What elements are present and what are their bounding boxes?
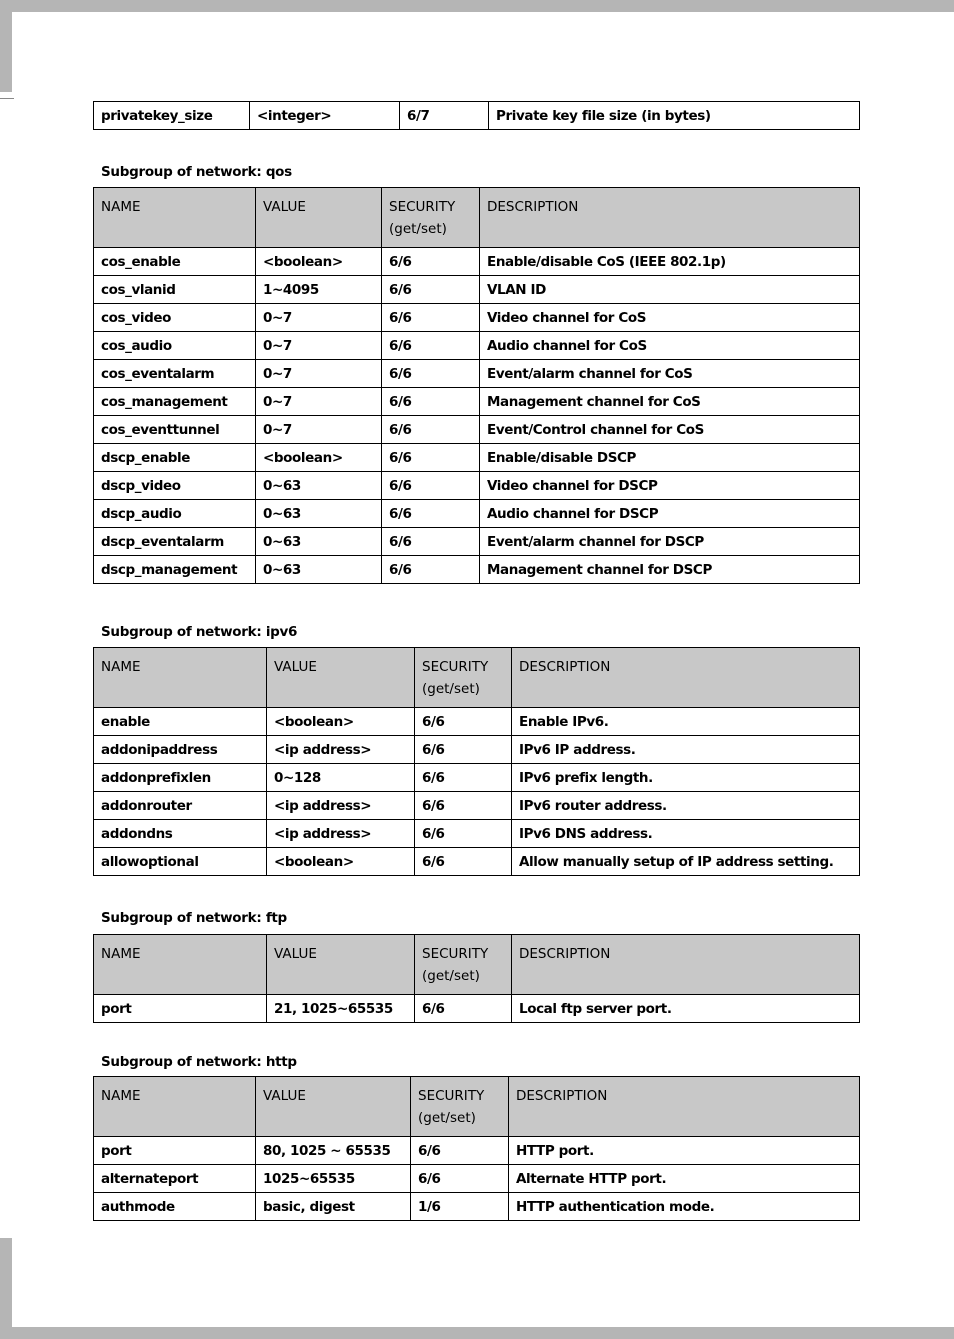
http-rows	[94, 1137, 860, 1221]
page-border-bottom	[0, 1327, 954, 1339]
cell-description: VLAN ID	[480, 276, 860, 304]
header-name: NAME	[94, 648, 267, 708]
cell-name: cos_enable	[94, 248, 256, 276]
cell-value: 21, 1025~65535	[267, 995, 415, 1023]
cell-name: authmode	[94, 1193, 256, 1221]
cell-description: Video channel for CoS	[480, 304, 860, 332]
cell-name: addonprefixlen	[94, 764, 267, 792]
table-ftp	[93, 934, 860, 1023]
cell-description: HTTP port.	[509, 1137, 860, 1165]
table-ipv6	[93, 647, 860, 876]
table-header	[94, 1077, 860, 1137]
table-row	[94, 304, 860, 332]
cell-security: 6/7	[400, 102, 489, 130]
cell-name: dscp_audio	[94, 500, 256, 528]
cell-value: 0~128	[267, 764, 415, 792]
table-row	[94, 528, 860, 556]
table-row	[94, 332, 860, 360]
cell-value: <boolean>	[267, 708, 415, 736]
cell-security: 6/6	[382, 304, 480, 332]
table-header	[94, 648, 860, 708]
cell-security: 6/6	[415, 708, 512, 736]
cell-name: alternateport	[94, 1165, 256, 1193]
cell-description: Private key file size (in bytes)	[489, 102, 860, 130]
table-row	[94, 1137, 860, 1165]
section-title-ftp: Subgroup of network: ftp	[101, 910, 287, 926]
header-description: DESCRIPTION	[480, 188, 860, 248]
cell-description: Management channel for DSCP	[480, 556, 860, 584]
cell-value: 0~63	[256, 556, 382, 584]
cell-description: IPv6 DNS address.	[512, 820, 860, 848]
cell-name: cos_management	[94, 388, 256, 416]
table-row	[94, 388, 860, 416]
table-row	[94, 820, 860, 848]
cell-value: 0~7	[256, 332, 382, 360]
cell-name: addonipaddress	[94, 736, 267, 764]
cell-security: 6/6	[382, 276, 480, 304]
cell-description: Event/Control channel for CoS	[480, 416, 860, 444]
cell-value: 0~7	[256, 360, 382, 388]
cell-description: Enable/disable DSCP	[480, 444, 860, 472]
qos-rows	[94, 248, 860, 584]
cell-security: 6/6	[382, 416, 480, 444]
cell-name: port	[94, 995, 267, 1023]
cell-value: <ip address>	[267, 792, 415, 820]
cell-description: Audio channel for CoS	[480, 332, 860, 360]
cell-security: 6/6	[415, 848, 512, 876]
cell-description: Event/alarm channel for CoS	[480, 360, 860, 388]
cell-name: cos_audio	[94, 332, 256, 360]
section-title-ipv6: Subgroup of network: ipv6	[101, 624, 298, 640]
cell-name: port	[94, 1137, 256, 1165]
cell-name: dscp_management	[94, 556, 256, 584]
table-row	[94, 736, 860, 764]
cell-description: Enable IPv6.	[512, 708, 860, 736]
cell-description: Alternate HTTP port.	[509, 1165, 860, 1193]
header-security: SECURITY (get/set)	[415, 935, 512, 995]
cell-description: Enable/disable CoS (IEEE 802.1p)	[480, 248, 860, 276]
cell-security: 6/6	[382, 472, 480, 500]
table-row	[94, 1193, 860, 1221]
cell-name: addonrouter	[94, 792, 267, 820]
page-border-top	[0, 0, 954, 12]
table-continued	[93, 101, 860, 130]
cell-security: 6/6	[382, 500, 480, 528]
cell-value: 0~63	[256, 500, 382, 528]
page-margin-mark	[0, 98, 14, 99]
table-row	[94, 472, 860, 500]
cell-value: 1~4095	[256, 276, 382, 304]
page-border-left-top	[0, 0, 12, 92]
cell-name: allowoptional	[94, 848, 267, 876]
cell-value: <boolean>	[267, 848, 415, 876]
cell-security: 6/6	[382, 528, 480, 556]
section-title-http: Subgroup of network: http	[101, 1054, 297, 1070]
cell-description: IPv6 prefix length.	[512, 764, 860, 792]
cell-name: privatekey_size	[94, 102, 250, 130]
table-row	[94, 1165, 860, 1193]
header-security: SECURITY (get/set)	[382, 188, 480, 248]
table-header	[94, 188, 860, 248]
table-row	[94, 500, 860, 528]
cell-security: 1/6	[411, 1193, 509, 1221]
cell-name: addondns	[94, 820, 267, 848]
cell-security: 6/6	[382, 444, 480, 472]
table-row	[94, 708, 860, 736]
cell-security: 6/6	[415, 820, 512, 848]
table-row	[94, 556, 860, 584]
cell-security: 6/6	[415, 995, 512, 1023]
cell-description: Allow manually setup of IP address setting.	[512, 848, 860, 876]
cell-description: HTTP authentication mode.	[509, 1193, 860, 1221]
cell-value: 1025~65535	[256, 1165, 411, 1193]
header-value: VALUE	[256, 188, 382, 248]
ipv6-rows	[94, 708, 860, 876]
table-row	[94, 995, 860, 1023]
header-value: VALUE	[256, 1077, 411, 1137]
cell-value: 0~7	[256, 388, 382, 416]
cell-security: 6/6	[415, 764, 512, 792]
cell-value: <ip address>	[267, 736, 415, 764]
cell-security: 6/6	[411, 1137, 509, 1165]
cell-value: 80, 1025 ~ 65535	[256, 1137, 411, 1165]
table-http	[93, 1076, 860, 1221]
cell-security: 6/6	[415, 792, 512, 820]
section-title-qos: Subgroup of network: qos	[101, 164, 292, 180]
ftp-rows	[94, 995, 860, 1023]
cell-name: dscp_enable	[94, 444, 256, 472]
cell-description: Audio channel for DSCP	[480, 500, 860, 528]
cell-name: cos_vlanid	[94, 276, 256, 304]
cell-security: 6/6	[415, 736, 512, 764]
cell-value: 0~7	[256, 304, 382, 332]
cell-security: 6/6	[382, 388, 480, 416]
cell-name: dscp_eventalarm	[94, 528, 256, 556]
cell-description: Management channel for CoS	[480, 388, 860, 416]
header-name: NAME	[94, 188, 256, 248]
header-description: DESCRIPTION	[509, 1077, 860, 1137]
cell-value: <ip address>	[267, 820, 415, 848]
cell-value: 0~7	[256, 416, 382, 444]
cell-value: basic, digest	[256, 1193, 411, 1221]
cell-value: 0~63	[256, 472, 382, 500]
cell-description: Event/alarm channel for DSCP	[480, 528, 860, 556]
table-header	[94, 935, 860, 995]
table-row	[94, 764, 860, 792]
cell-security: 6/6	[411, 1165, 509, 1193]
header-description: DESCRIPTION	[512, 935, 860, 995]
cell-name: dscp_video	[94, 472, 256, 500]
cell-name: enable	[94, 708, 267, 736]
cell-description: Local ftp server port.	[512, 995, 860, 1023]
table-row	[94, 360, 860, 388]
cell-value: <boolean>	[256, 444, 382, 472]
cell-value: <integer>	[250, 102, 400, 130]
table-row	[94, 416, 860, 444]
header-name: NAME	[94, 935, 267, 995]
table-row	[94, 248, 860, 276]
table-row	[94, 444, 860, 472]
cell-description: IPv6 router address.	[512, 792, 860, 820]
cell-name: cos_eventalarm	[94, 360, 256, 388]
page-border-left-bottom	[0, 1238, 12, 1339]
cell-description: IPv6 IP address.	[512, 736, 860, 764]
cell-security: 6/6	[382, 556, 480, 584]
table-row	[94, 848, 860, 876]
cell-description: Video channel for DSCP	[480, 472, 860, 500]
cell-name: cos_video	[94, 304, 256, 332]
cell-value: 0~63	[256, 528, 382, 556]
cell-security: 6/6	[382, 248, 480, 276]
header-value: VALUE	[267, 648, 415, 708]
header-description: DESCRIPTION	[512, 648, 860, 708]
table-row	[94, 276, 860, 304]
table-row	[94, 792, 860, 820]
header-security: SECURITY (get/set)	[415, 648, 512, 708]
cell-value: <boolean>	[256, 248, 382, 276]
table-row	[94, 102, 860, 130]
header-name: NAME	[94, 1077, 256, 1137]
cell-name: cos_eventtunnel	[94, 416, 256, 444]
header-security: SECURITY (get/set)	[411, 1077, 509, 1137]
cell-security: 6/6	[382, 332, 480, 360]
table-qos	[93, 187, 860, 584]
header-value: VALUE	[267, 935, 415, 995]
cell-security: 6/6	[382, 360, 480, 388]
